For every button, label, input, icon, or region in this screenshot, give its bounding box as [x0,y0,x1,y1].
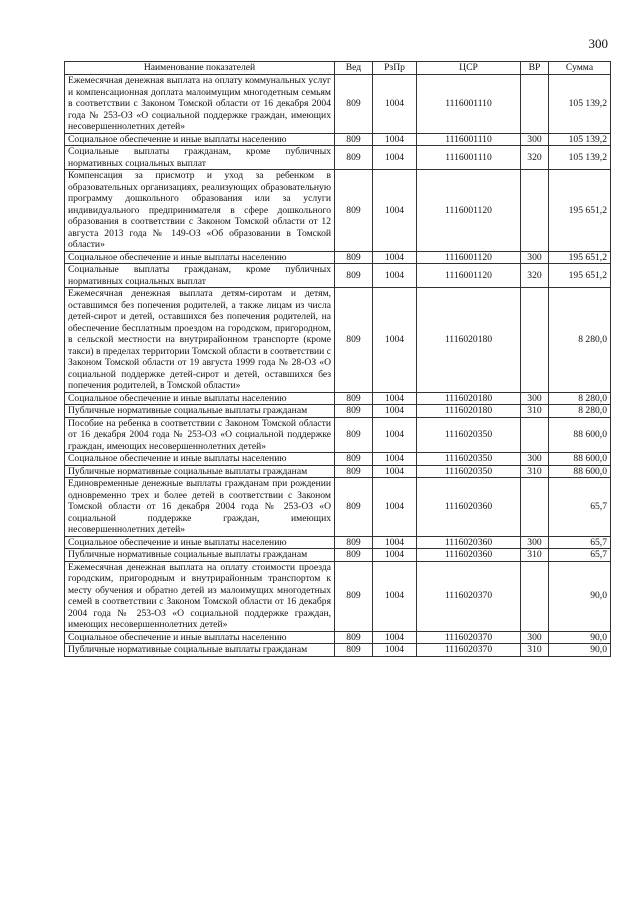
cell-name: Единовременные денежные выплаты гражданам при рождении одновременно трех и более детей в соответствии с Законом Томской области от 16 декабря 2004 года № 253-ОЗ «О социальной поддержке граждан, имеющих несовершеннолетних детей» [65,478,335,537]
cell-csr: 1116020350 [417,465,521,478]
cell-name: Ежемесячная денежная выплата на оплату коммунальных услуг и компенсационная доплата малоимущим многодетным семьям в соответствии с Законом Томской области от 16 декабря 2004 года № 253-ОЗ «О социальной поддержке граждан, имеющих несовершеннолетних детей» [65,75,335,134]
cell-sum: 88 600,0 [549,453,611,466]
table-row [65,405,611,418]
cell-vr [521,288,549,393]
cell-sum: 8 280,0 [549,392,611,405]
table-row [65,146,611,170]
cell-name: Социальное обеспечение и иные выплаты населению [65,631,335,644]
cell-sum: 90,0 [549,631,611,644]
page-number: 300 [588,36,608,51]
cell-vr: 300 [521,133,549,146]
cell-csr: 1116020180 [417,288,521,393]
table-row [65,75,611,134]
cell-rzpr: 1004 [373,392,417,405]
cell-name: Социальные выплаты гражданам, кроме публичных нормативных социальных выплат [65,264,335,288]
cell-ved: 809 [335,536,373,549]
cell-rzpr: 1004 [373,536,417,549]
cell-csr: 1116020370 [417,644,521,657]
table-row [65,478,611,537]
cell-vr: 300 [521,392,549,405]
column-header-rzpr: РзПр [373,62,417,75]
table-row [65,631,611,644]
cell-vr: 300 [521,453,549,466]
cell-name: Социальное обеспечение и иные выплаты населению [65,392,335,405]
column-header-vr: ВР [521,62,549,75]
cell-csr: 1116020370 [417,631,521,644]
cell-ved: 809 [335,133,373,146]
cell-rzpr: 1004 [373,288,417,393]
cell-rzpr: 1004 [373,133,417,146]
cell-vr: 310 [521,465,549,478]
cell-name: Публичные нормативные социальные выплаты гражданам [65,549,335,562]
cell-rzpr: 1004 [373,251,417,264]
cell-name: Ежемесячная денежная выплата детям-сиротам и детям, оставшимся без попечения родителей, а также лицам из числа детей-сирот и детей, оставшихся без попечения родителей, на обеспечение бесплатным проездом на городском, пригородном, в сельской местности на внутрирайонном транспорте (кроме такси) в пределах территории Томской области в соответствии с Законом Томской области от 19 августа 1999 года № 28-ОЗ «О социальной поддержке детей-сирот и детей, оставшихся без попечения родителей, в Томской области» [65,288,335,393]
table-row [65,536,611,549]
cell-ved: 809 [335,170,373,252]
cell-csr: 1116020350 [417,453,521,466]
cell-csr: 1116001120 [417,264,521,288]
cell-csr: 1116020180 [417,392,521,405]
table-row [65,288,611,393]
cell-rzpr: 1004 [373,549,417,562]
cell-name: Социальное обеспечение и иные выплаты населению [65,536,335,549]
budget-table [64,61,611,657]
cell-vr: 310 [521,405,549,418]
cell-sum: 105 139,2 [549,146,611,170]
cell-sum: 105 139,2 [549,75,611,134]
table-row [65,417,611,453]
cell-csr: 1116001120 [417,251,521,264]
cell-sum: 88 600,0 [549,417,611,453]
cell-vr [521,170,549,252]
cell-csr: 1116001110 [417,146,521,170]
cell-sum: 195 651,2 [549,251,611,264]
cell-rzpr: 1004 [373,146,417,170]
cell-name: Пособие на ребенка в соответствии с Законом Томской области от 16 декабря 2004 года № 253-ОЗ «О социальной поддержке граждан, имеющих несовершеннолетних детей» [65,417,335,453]
cell-sum: 65,7 [549,549,611,562]
cell-vr: 320 [521,264,549,288]
table-row [65,561,611,631]
cell-name: Социальные выплаты гражданам, кроме публичных нормативных социальных выплат [65,146,335,170]
cell-vr [521,478,549,537]
cell-ved: 809 [335,146,373,170]
cell-ved: 809 [335,549,373,562]
cell-name: Публичные нормативные социальные выплаты гражданам [65,405,335,418]
cell-csr: 1116020360 [417,549,521,562]
cell-name: Публичные нормативные социальные выплаты гражданам [65,644,335,657]
cell-rzpr: 1004 [373,170,417,252]
cell-rzpr: 1004 [373,453,417,466]
cell-ved: 809 [335,75,373,134]
cell-ved: 809 [335,465,373,478]
cell-rzpr: 1004 [373,405,417,418]
table-header-row [65,62,611,75]
cell-sum: 8 280,0 [549,405,611,418]
table-row [65,170,611,252]
cell-name: Социальное обеспечение и иные выплаты населению [65,453,335,466]
cell-sum: 195 651,2 [549,170,611,252]
cell-ved: 809 [335,453,373,466]
cell-rzpr: 1004 [373,75,417,134]
column-header-csr: ЦСР [417,62,521,75]
cell-sum: 8 280,0 [549,288,611,393]
table-row [65,251,611,264]
cell-vr: 310 [521,644,549,657]
cell-rzpr: 1004 [373,644,417,657]
cell-rzpr: 1004 [373,465,417,478]
cell-vr: 320 [521,146,549,170]
cell-ved: 809 [335,478,373,537]
cell-ved: 809 [335,631,373,644]
column-header-name: Наименование показателей [65,62,335,75]
column-header-ved: Вед [335,62,373,75]
cell-csr: 1116001120 [417,170,521,252]
cell-ved: 809 [335,405,373,418]
cell-csr: 1116020360 [417,536,521,549]
table-row [65,644,611,657]
cell-ved: 809 [335,264,373,288]
cell-csr: 1116001110 [417,75,521,134]
table-row [65,392,611,405]
cell-csr: 1116020350 [417,417,521,453]
cell-sum: 65,7 [549,478,611,537]
cell-ved: 809 [335,251,373,264]
cell-sum: 65,7 [549,536,611,549]
cell-vr [521,75,549,134]
cell-vr: 300 [521,251,549,264]
cell-ved: 809 [335,561,373,631]
cell-ved: 809 [335,417,373,453]
cell-rzpr: 1004 [373,478,417,537]
cell-rzpr: 1004 [373,264,417,288]
cell-ved: 809 [335,644,373,657]
cell-name: Ежемесячная денежная выплата на оплату стоимости проезда городским, пригородным и внутрирайонным транспортом к месту обучения и обратно детей из малоимущих многодетных семей в соответствии с Законом Томской области от 16 декабря 2004 года № 253-ОЗ «О социальной поддержке граждан, имеющих несовершеннолетних детей» [65,561,335,631]
cell-vr [521,417,549,453]
table-row [65,453,611,466]
table-row [65,264,611,288]
table-row [65,549,611,562]
cell-vr: 300 [521,536,549,549]
cell-name: Публичные нормативные социальные выплаты гражданам [65,465,335,478]
cell-csr: 1116020180 [417,405,521,418]
table-row [65,133,611,146]
cell-rzpr: 1004 [373,417,417,453]
cell-vr [521,561,549,631]
cell-ved: 809 [335,288,373,393]
cell-name: Компенсация за присмотр и уход за ребенком в образовательных организациях, реализующих образовательную программу дошкольного образования или за услуги индивидуального предпринимателя в сфере дошкольного образования в соответствии с Законом Томской области от 12 августа 2013 года № 149-ОЗ «Об образовании в Томской области» [65,170,335,252]
cell-sum: 88 600,0 [549,465,611,478]
cell-vr: 310 [521,549,549,562]
cell-rzpr: 1004 [373,631,417,644]
cell-rzpr: 1004 [373,561,417,631]
cell-csr: 1116020360 [417,478,521,537]
cell-csr: 1116001110 [417,133,521,146]
table-row [65,465,611,478]
cell-sum: 105 139,2 [549,133,611,146]
cell-sum: 195 651,2 [549,264,611,288]
column-header-sum: Сумма [549,62,611,75]
cell-vr: 300 [521,631,549,644]
cell-csr: 1116020370 [417,561,521,631]
cell-ved: 809 [335,392,373,405]
table-body [65,75,611,657]
cell-name: Социальное обеспечение и иные выплаты населению [65,133,335,146]
cell-name: Социальное обеспечение и иные выплаты населению [65,251,335,264]
cell-sum: 90,0 [549,644,611,657]
cell-sum: 90,0 [549,561,611,631]
